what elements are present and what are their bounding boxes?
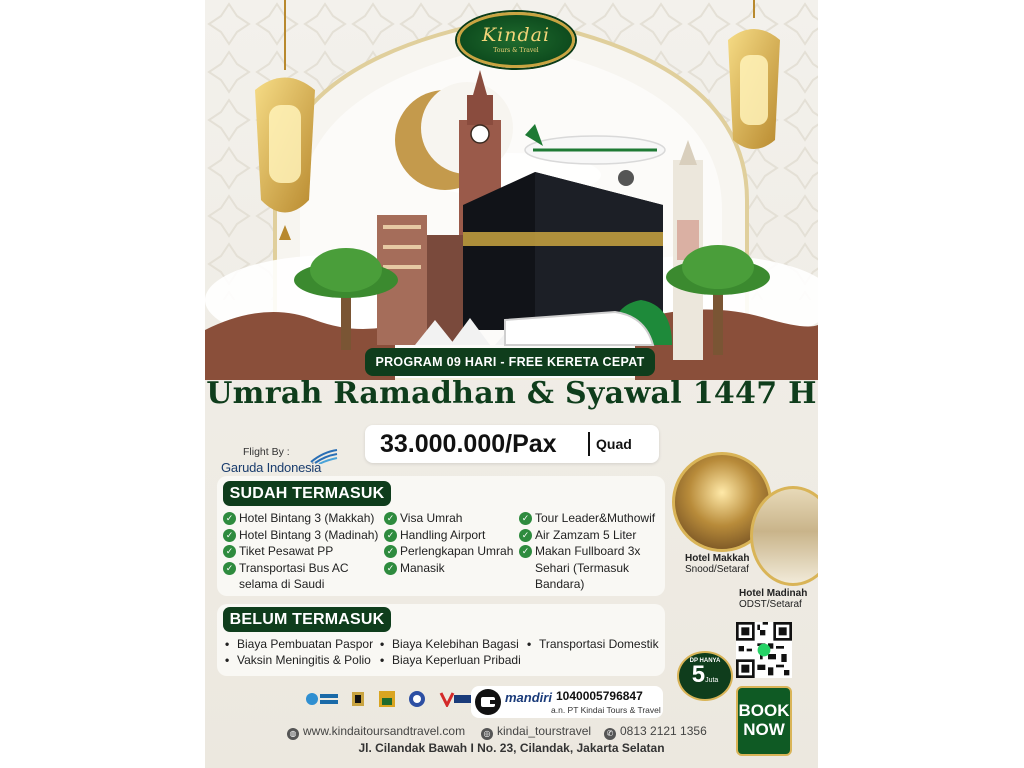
included-list-3 — [519, 510, 659, 593]
kemenag-logo-icon — [378, 690, 396, 708]
included-item-text: Hotel Bintang 3 (Madinah) — [239, 527, 379, 542]
excluded-item — [225, 652, 385, 668]
included-item — [223, 527, 385, 544]
included-item — [223, 543, 385, 560]
excluded-list-1 — [225, 636, 385, 668]
check-icon: ✓ — [384, 512, 397, 525]
kan-logo-icon — [439, 691, 473, 707]
bullet-icon: • — [380, 637, 385, 651]
hotel-makkah-name: Hotel Makkah — [685, 553, 750, 564]
included-item-text: Manasik — [400, 560, 445, 575]
check-icon: ✓ — [519, 529, 532, 542]
instagram-icon: ◎ — [481, 728, 493, 740]
excluded-item-text: Vaksin Meningitis & Polio — [237, 653, 371, 667]
excluded-item-text: Transportasi Domestik — [539, 637, 659, 651]
sisko-patuh-logo-icon — [305, 691, 339, 707]
check-icon: ✓ — [384, 562, 397, 575]
dp-unit: Juta — [705, 677, 719, 684]
page-title: Umrah Ramadhan & Syawal 1447 H — [206, 376, 817, 411]
excluded-list-2 — [380, 636, 530, 668]
address: Jl. Cilandak Bawah I No. 23, Cilandak, Jakarta Selatan — [358, 741, 665, 755]
bullet-icon: • — [380, 653, 385, 667]
bullet-icon: • — [225, 653, 230, 667]
included-list-2 — [384, 510, 524, 576]
included-heading: SUDAH TERMASUK — [223, 481, 391, 506]
hotel-makkah-caption — [685, 553, 749, 575]
website-text: www.kindaitoursandtravel.com — [303, 724, 466, 738]
included-item-text: Visa Umrah — [400, 511, 463, 525]
included-item-text: Makan Fullboard 3x Sehari (Termasuk Bandara) — [535, 544, 641, 591]
wallet-icon — [475, 689, 501, 715]
check-icon: ✓ — [223, 562, 236, 575]
check-icon: ✓ — [384, 545, 397, 558]
hotel-madinah-detail: ODST/Setaraf — [739, 599, 802, 610]
excluded-item-text: Biaya Keperluan Pribadi — [392, 653, 521, 667]
airline-name: Garuda Indonesia — [221, 460, 322, 475]
instagram-text: kindai_tourstravel — [497, 724, 592, 738]
included-item-text: Perlengkapan Umrah — [400, 544, 514, 558]
bank-account-box — [471, 686, 663, 718]
check-icon: ✓ — [384, 529, 397, 542]
instagram-link[interactable] — [481, 724, 591, 740]
garuda-wing-icon — [309, 448, 339, 464]
excluded-heading: BELUM TERMASUK — [223, 607, 391, 632]
airline-logo — [221, 460, 321, 475]
excluded-list-3 — [527, 636, 667, 652]
dp-amount-value: 5 — [691, 661, 706, 688]
included-item-text: Handling Airport — [400, 527, 486, 542]
now-label: NOW — [743, 720, 785, 739]
logo-text: Kindai — [481, 24, 551, 46]
bullet-icon: • — [527, 637, 532, 651]
included-item-text: Tiket Pesawat PP — [239, 544, 334, 558]
bank-account-number: 1040005796847 — [556, 689, 643, 703]
room-type: Quad — [596, 436, 632, 452]
excluded-item — [527, 636, 667, 652]
hotel-madinah-caption — [739, 588, 807, 610]
included-item — [519, 510, 659, 527]
included-item — [519, 543, 659, 593]
website-link[interactable] — [287, 724, 465, 740]
globe-icon: ◍ — [287, 728, 299, 740]
garuda-emblem-icon — [351, 691, 365, 707]
dp-amount — [679, 663, 731, 687]
included-item — [384, 527, 524, 544]
phone-icon: ✆ — [604, 728, 616, 740]
check-icon: ✓ — [223, 529, 236, 542]
hotel-makkah-detail: Snood/Setaraf — [685, 564, 749, 575]
flight-label: Flight By : — [243, 446, 290, 458]
excluded-item — [225, 636, 385, 652]
check-icon: ✓ — [223, 512, 236, 525]
included-item-text: Air Zamzam 5 Liter — [535, 527, 637, 542]
included-item-text: Tour Leader&Muthowif — [535, 511, 656, 525]
logo-subtext: Tours & Travel — [493, 47, 539, 54]
excluded-item — [380, 652, 530, 668]
dp-badge — [677, 651, 733, 701]
included-item — [223, 560, 385, 593]
included-item-text: Transportasi Bus AC selama di Saudi — [239, 560, 349, 591]
excluded-item-text: Biaya Kelebihan Bagasi — [392, 637, 519, 651]
included-item-text: Hotel Bintang 3 (Makkah) — [239, 511, 375, 525]
price-box — [365, 425, 659, 463]
bank-brand: mandiri — [505, 690, 552, 705]
check-icon: ✓ — [519, 545, 532, 558]
certification-logos — [305, 690, 481, 712]
included-item — [384, 510, 524, 527]
bullet-icon: • — [225, 637, 230, 651]
excluded-item — [380, 636, 530, 652]
excluded-item-text: Biaya Pembuatan Paspor — [237, 637, 374, 651]
included-item — [519, 527, 659, 544]
bank-account-holder: a.n. PT Kindai Tours & Travel — [551, 705, 661, 715]
asosiasi-logo-icon — [408, 690, 426, 708]
price-value: 33.000.000/Pax — [380, 430, 557, 458]
phone-link[interactable] — [604, 724, 707, 740]
dp-label: DP HANYA — [689, 658, 721, 664]
promo-poster — [205, 0, 818, 768]
included-item — [384, 543, 524, 560]
program-banner: PROGRAM 09 HARI - FREE KERETA CEPAT — [365, 348, 655, 376]
price-divider — [588, 432, 590, 456]
included-list-1 — [223, 510, 385, 593]
book-label: BOOK — [738, 701, 790, 720]
phone-text: 0813 2121 1356 — [620, 724, 707, 738]
check-icon: ✓ — [519, 512, 532, 525]
contact-row — [205, 724, 818, 740]
hotel-madinah-name: Hotel Madinah — [739, 588, 808, 599]
brand-logo — [457, 12, 575, 68]
included-item — [384, 560, 524, 577]
included-item — [223, 510, 385, 527]
qr-code[interactable] — [736, 622, 792, 678]
check-icon: ✓ — [223, 545, 236, 558]
